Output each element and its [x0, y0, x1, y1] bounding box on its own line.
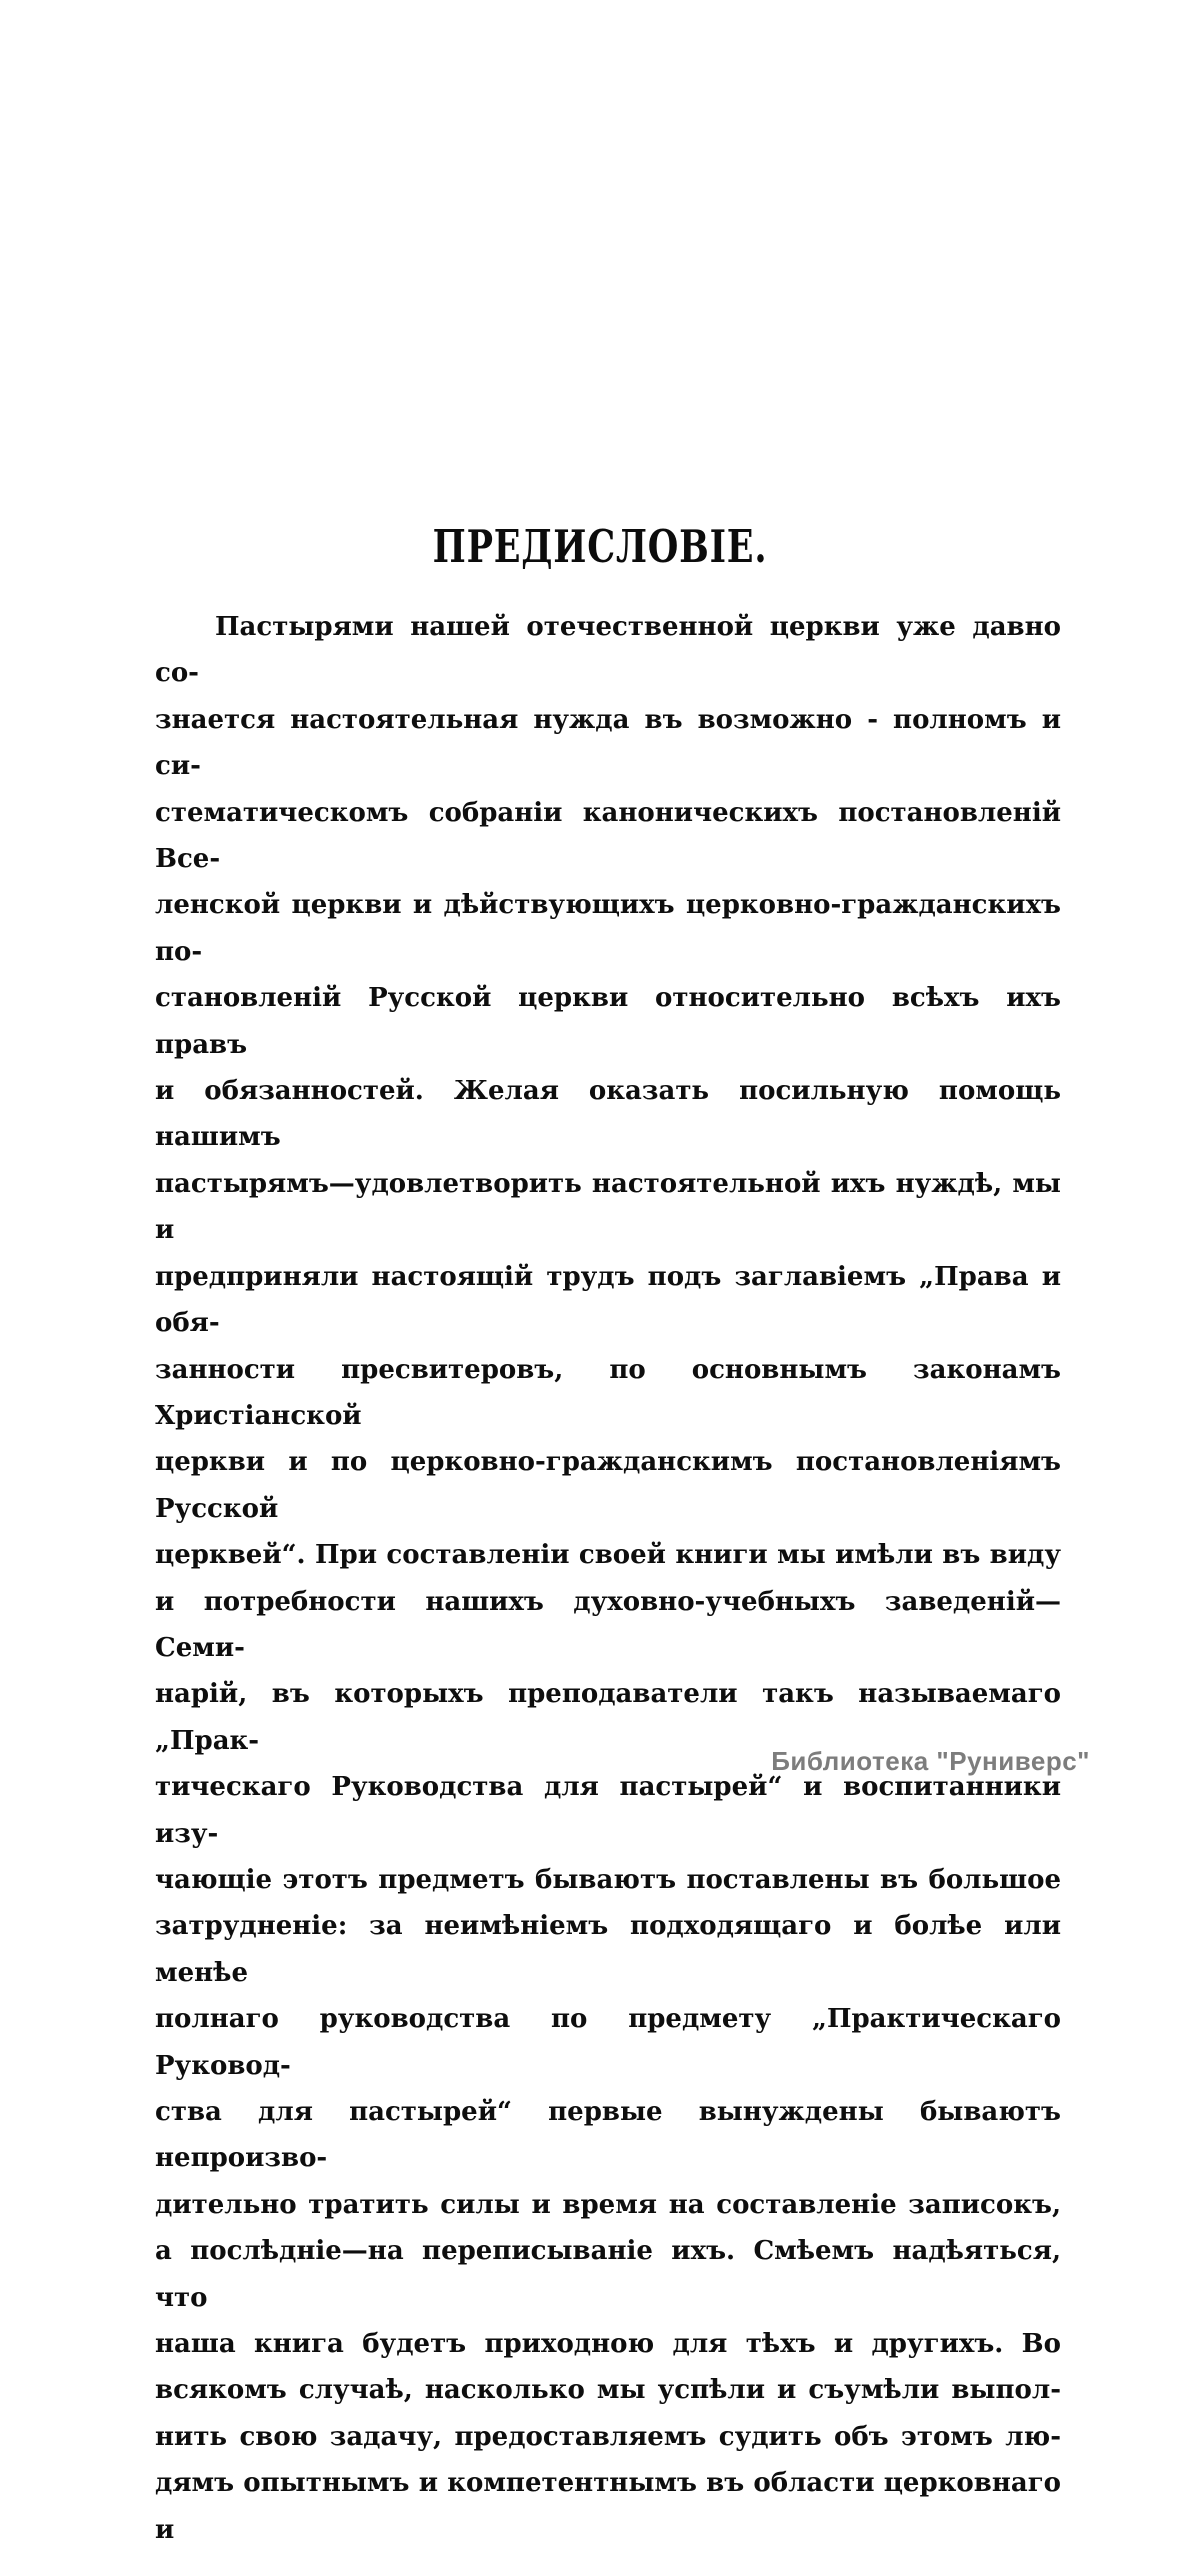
body-line-17: полнаго руководства по предмету „Практическаго Руковод-: [155, 2004, 1061, 2081]
body-line-7: пастырямъ—удовлетворить настоятельной ихъ нуждѣ, мы и: [155, 1168, 1061, 1246]
body-line-2: знается настоятельная нужда въ возможно - полномъ и си-: [155, 704, 1061, 782]
body-line-18: ства для пастырей“ первые вынуждены бываютъ непроизво-: [155, 2097, 1061, 2174]
body-line-1: Пастырями нашей отечественной церкви уже давно со-: [155, 612, 1061, 689]
body-line-19: дительно тратить силы и время на составленіе записокъ,: [155, 2189, 1061, 2220]
body-line-9: занности пресвитеровъ, по основнымъ законамъ Христіанской: [155, 1354, 1061, 1431]
body-line-23: нить свою задачу, предоставляемъ судить объ этомъ лю-: [155, 2421, 1061, 2452]
body-line-12: и потребности нашихъ духовно-учебныхъ заведеній—Семи-: [155, 1586, 1061, 1663]
body-line-21: наша книга будетъ приходною для тѣхъ и другихъ. Во: [155, 2329, 1061, 2360]
body-line-11: церквей“. При составленіи своей книги мы имѣли въ виду: [155, 1540, 1061, 1571]
body-line-10: церкви и по церковно-гражданскимъ постановленіямъ Русской: [155, 1447, 1061, 1524]
body-line-20: а послѣдніе—на переписываніе ихъ. Смѣемъ надѣяться, что: [155, 2236, 1061, 2313]
page-title: ПРЕДИСЛОВІЕ.: [432, 520, 768, 573]
body-line-6: и обязанностей. Желая оказать посильную помощь нашимъ: [155, 1076, 1061, 1153]
body-line-13: нарій, въ которыхъ преподаватели такъ называемаго „Прак-: [155, 1679, 1061, 1756]
body-line-4: ленской церкви и дѣйствующихъ церковно-гражданскихъ по-: [155, 890, 1061, 967]
preface-lines: [155, 604, 1061, 2553]
watermark-library-label: Библиотека "Руниверс": [771, 1746, 1090, 1776]
body-line-5: становленій Русской церкви относительно всѣхъ ихъ правъ: [155, 983, 1061, 1060]
body-line-16: затрудненіе: за неимѣніемъ подходящаго и болѣе или менѣе: [155, 1911, 1061, 1988]
body-line-24: дямъ опытнымъ и компетентнымъ въ области церковнаго и: [155, 2468, 1061, 2545]
body-line-3: стематическомъ собраніи каноническихъ постановленій Все-: [155, 797, 1061, 875]
body-line-8: предприняли настоящій трудъ подъ заглавіемъ „Права и обя-: [155, 1261, 1061, 1339]
body-line-22: всякомъ случаѣ, насколько мы успѣли и съумѣли выпол-: [155, 2375, 1061, 2406]
body-line-15: чающіе этотъ предметъ бываютъ поставлены въ большое: [155, 1864, 1061, 1895]
body-line-14: тическаго Руководства для пастырей“ и воспитанники изу-: [155, 1772, 1061, 1849]
